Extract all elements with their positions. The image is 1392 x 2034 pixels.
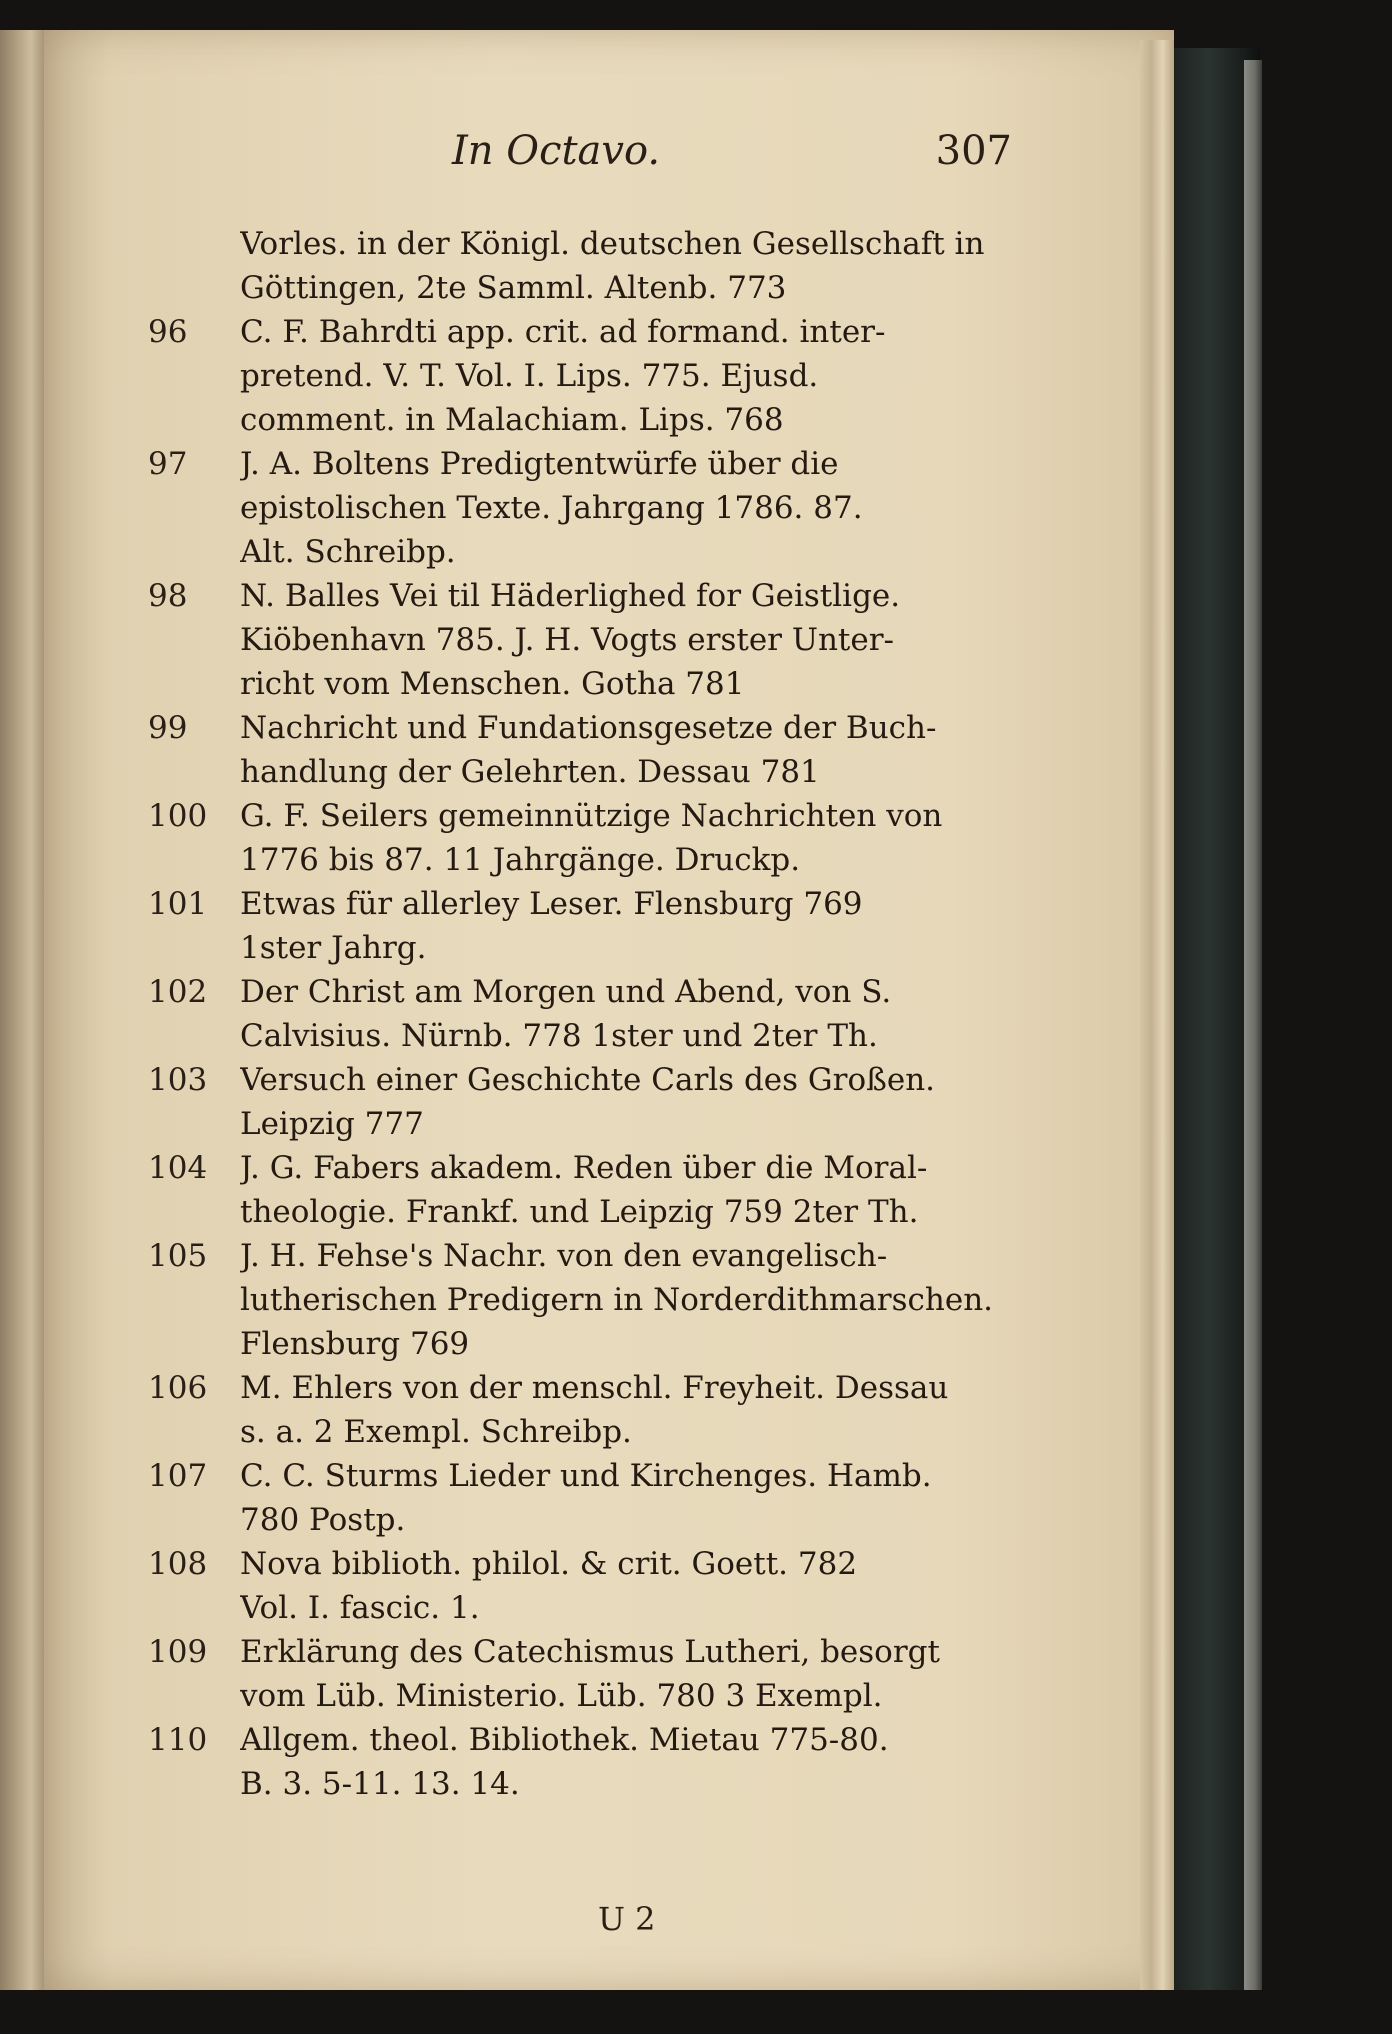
catalogue-entry (148, 882, 1028, 970)
entry-number: 110 (148, 1722, 208, 1758)
catalogue-entry (148, 970, 1028, 1058)
entry-line: C. F. Bahrdti app. crit. ad formand. inter- (240, 314, 886, 350)
entry-line: 1ster Jahrg. (240, 930, 427, 966)
entry-number: 105 (148, 1238, 208, 1274)
entry-number: 96 (148, 314, 188, 350)
catalogue-entry (148, 442, 1028, 574)
entry-number: 109 (148, 1634, 208, 1670)
entry-line: s. a. 2 Exempl. Schreibp. (240, 1414, 632, 1450)
catalogue-entry (148, 1630, 1028, 1718)
entry-text (240, 1718, 1028, 1806)
entry-line: Leipzig 777 (240, 1106, 424, 1142)
entry-line: B. 3. 5-11. 13. 14. (240, 1766, 520, 1802)
entry-text (240, 1454, 1028, 1542)
catalogue-entry (148, 1366, 1028, 1454)
entry-text (240, 1366, 1028, 1454)
page-number: 307 (935, 128, 1012, 174)
entry-number: 107 (148, 1458, 208, 1494)
entry-line: Calvisius. Nürnb. 778 1ster und 2ter Th. (240, 1018, 878, 1054)
running-title: In Octavo. (452, 128, 661, 174)
catalogue-entry (148, 794, 1028, 882)
entry-number: 99 (148, 710, 188, 746)
entry-text (240, 1146, 1028, 1234)
entry-text (240, 1058, 1028, 1146)
page-header (452, 128, 1012, 188)
catalogue-entry (148, 706, 1028, 794)
entry-number: 102 (148, 974, 208, 1010)
book-cover-edge (1244, 60, 1262, 1990)
entry-line: pretend. V. T. Vol. I. Lips. 775. Ejusd. (240, 358, 819, 394)
entry-line: Flensburg 769 (240, 1326, 470, 1362)
catalogue-entry (148, 222, 1028, 310)
page-stack-edge (1140, 40, 1174, 1990)
entry-line: epistolischen Texte. Jahrgang 1786. 87. (240, 490, 863, 526)
entry-number: 108 (148, 1546, 208, 1582)
previous-page-edge (0, 30, 44, 1990)
entry-line: J. G. Fabers akadem. Reden über die Moral- (240, 1150, 928, 1186)
entry-line: N. Balles Vei til Häderlighed for Geistlige. (240, 578, 901, 614)
entry-line: Nachricht und Fundationsgesetze der Buch- (240, 710, 937, 746)
entry-text (240, 1542, 1028, 1630)
entry-text (240, 222, 1028, 310)
entry-text (240, 706, 1028, 794)
entry-line: Vol. I. fascic. 1. (240, 1590, 480, 1626)
entry-number: 97 (148, 446, 188, 482)
catalogue-entry (148, 1058, 1028, 1146)
entry-line: Nova biblioth. philol. & crit. Goett. 782 (240, 1546, 858, 1582)
entry-line: Allgem. theol. Bibliothek. Mietau 775-80. (240, 1722, 889, 1758)
entry-number: 104 (148, 1150, 208, 1186)
entry-line: comment. in Malachiam. Lips. 768 (240, 402, 784, 438)
catalogue-entry (148, 1542, 1028, 1630)
catalogue-entry (148, 1146, 1028, 1234)
entry-line: vom Lüb. Ministerio. Lüb. 780 3 Exempl. (240, 1678, 883, 1714)
entry-text (240, 1234, 1028, 1366)
entry-number: 98 (148, 578, 188, 614)
entry-line: Erklärung des Catechismus Lutheri, besorgt (240, 1634, 940, 1670)
catalogue-entry (148, 1718, 1028, 1806)
entry-text (240, 310, 1028, 442)
catalogue-entries (148, 222, 1028, 1806)
entry-line: Vorles. in der Königl. deutschen Gesellschaft in (240, 226, 985, 262)
entry-line: 1776 bis 87. 11 Jahrgänge. Druckp. (240, 842, 801, 878)
entry-text (240, 970, 1028, 1058)
entry-line: C. C. Sturms Lieder und Kirchenges. Hamb. (240, 1458, 932, 1494)
entry-text (240, 1630, 1028, 1718)
signature-mark: U 2 (598, 1900, 656, 1938)
catalogue-entry (148, 310, 1028, 442)
entry-number: 103 (148, 1062, 208, 1098)
entry-line: G. F. Seilers gemeinnützige Nachrichten von (240, 798, 943, 834)
entry-text (240, 882, 1028, 970)
entry-line: 780 Postp. (240, 1502, 406, 1538)
catalogue-entry (148, 574, 1028, 706)
entry-line: M. Ehlers von der menschl. Freyheit. Dessau (240, 1370, 949, 1406)
entry-number: 106 (148, 1370, 208, 1406)
entry-text (240, 794, 1028, 882)
entry-text (240, 442, 1028, 574)
entry-line: richt vom Menschen. Gotha 781 (240, 666, 745, 702)
entry-text (240, 574, 1028, 706)
entry-line: handlung der Gelehrten. Dessau 781 (240, 754, 820, 790)
catalogue-entry (148, 1454, 1028, 1542)
entry-line: J. A. Boltens Predigtentwürfe über die (240, 446, 839, 482)
catalogue-entry (148, 1234, 1028, 1366)
entry-number: 100 (148, 798, 208, 834)
entry-line: theologie. Frankf. und Leipzig 759 2ter Th. (240, 1194, 919, 1230)
entry-line: Göttingen, 2te Samml. Altenb. 773 (240, 270, 787, 306)
entry-line: Der Christ am Morgen und Abend, von S. (240, 974, 892, 1010)
entry-number: 101 (148, 886, 208, 922)
entry-line: J. H. Fehse's Nachr. von den evangelisch- (240, 1238, 888, 1274)
entry-line: lutherischen Predigern in Norderdithmarschen. (240, 1282, 994, 1318)
entry-line: Kiöbenhavn 785. J. H. Vogts erster Unter- (240, 622, 895, 658)
entry-line: Alt. Schreibp. (240, 534, 456, 570)
entry-line: Versuch einer Geschichte Carls des Großen. (240, 1062, 936, 1098)
entry-line: Etwas für allerley Leser. Flensburg 769 (240, 886, 863, 922)
